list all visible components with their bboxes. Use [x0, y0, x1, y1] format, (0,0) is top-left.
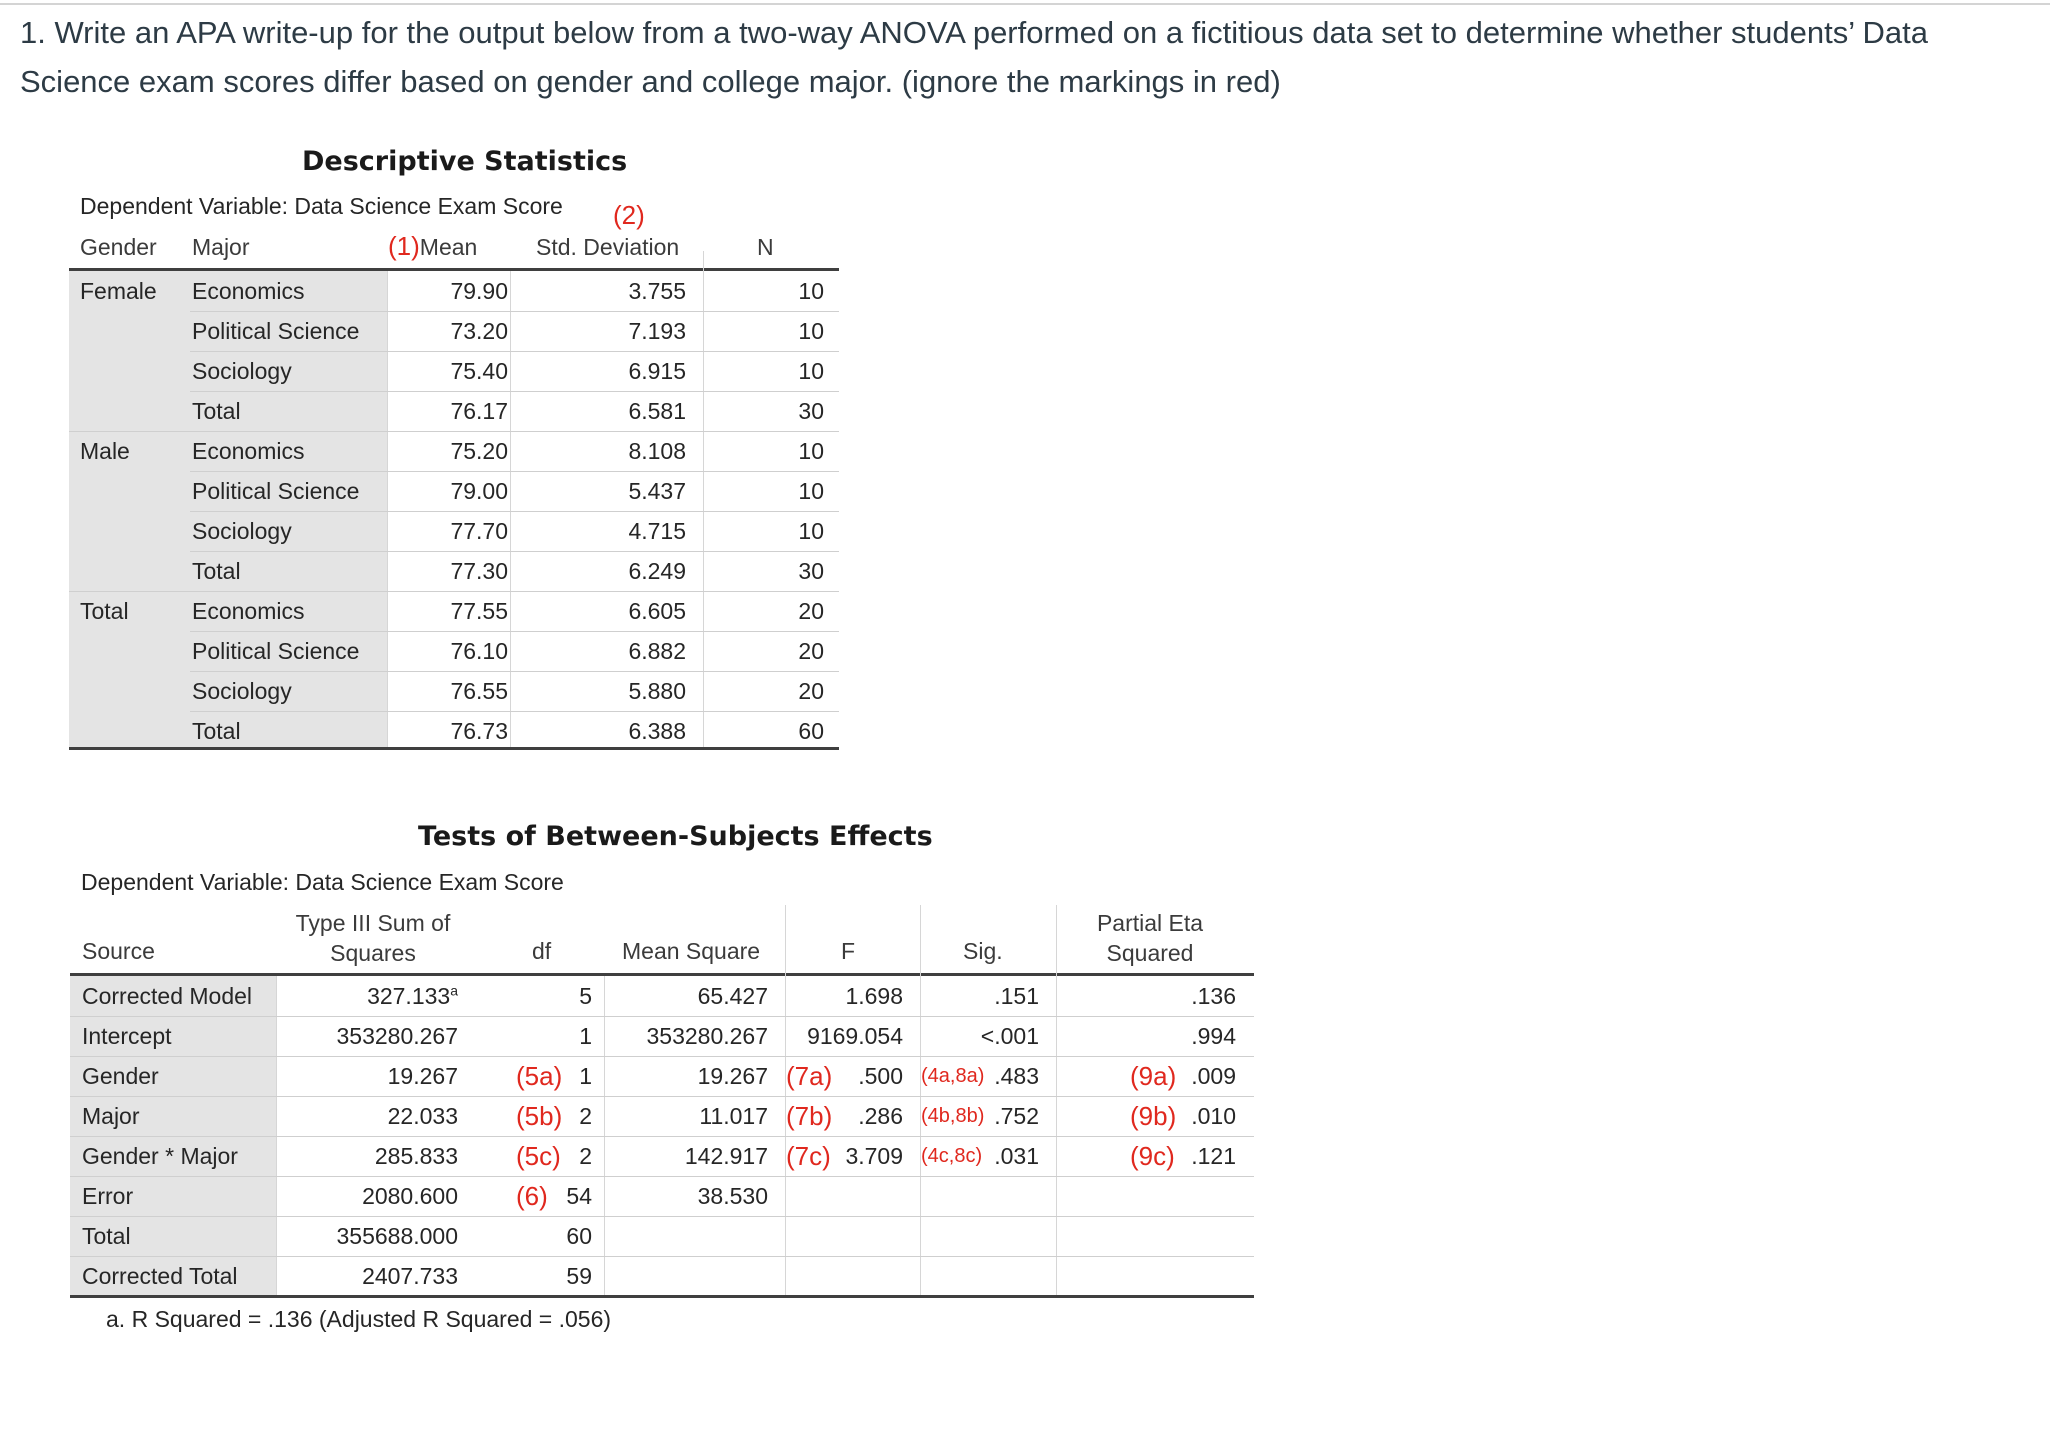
df-value: 2	[579, 1143, 592, 1169]
annotation-df: (5c)	[516, 1141, 561, 1171]
n-value: 10	[798, 318, 824, 344]
df-value: 1	[579, 1063, 592, 1089]
header-gender: Gender	[80, 234, 157, 260]
major-label: Political Science	[192, 318, 360, 344]
annotation-eta: (9c)	[1130, 1141, 1175, 1171]
major-label: Sociology	[192, 518, 292, 544]
mean-value: 75.40	[450, 358, 508, 384]
mean-value: 79.90	[450, 278, 508, 304]
annotation-f: (7b)	[786, 1101, 833, 1131]
sum-of-squares-value: 355688.000	[336, 1223, 458, 1249]
annotation-eta: (9a)	[1130, 1061, 1177, 1091]
partial-eta-value: .121	[1191, 1143, 1236, 1169]
header-std-deviation: Std. Deviation	[536, 234, 680, 260]
source-label: Total	[82, 1223, 131, 1249]
gender-label: Female	[80, 278, 157, 304]
annotation-df: (6)	[516, 1181, 548, 1211]
n-value: 20	[798, 678, 824, 704]
annotation-sig: (4c,8c)	[921, 1145, 983, 1167]
sum-of-squares-value: 327.133$^a$	[367, 982, 458, 1009]
annotation-sig: (4a,8a)	[921, 1065, 985, 1087]
source-label: Error	[82, 1183, 134, 1209]
mean-value: 77.55	[450, 598, 508, 624]
f-value: .286	[858, 1103, 903, 1129]
mean-square-value: 11.017	[699, 1103, 768, 1129]
annotation-f: (7c)	[786, 1141, 831, 1171]
anova-dependent-variable: Dependent Variable: Data Science Exam Score	[81, 869, 564, 895]
f-value: 1.698	[845, 983, 903, 1009]
mean-value: 76.10	[450, 638, 508, 664]
sd-value: 6.915	[628, 358, 686, 384]
source-label: Corrected Model	[82, 983, 253, 1009]
annotation-sig: (4b,8b)	[921, 1105, 985, 1127]
header-major: Major	[192, 234, 250, 260]
f-value: 9169.054	[807, 1023, 903, 1049]
header-sum-of-squares: Type III Sum of Squares	[295, 910, 451, 966]
n-value: 60	[798, 718, 824, 744]
header-partial-eta-squared: Partial Eta Squared	[1096, 910, 1204, 966]
sum-of-squares-value: 353280.267	[336, 1023, 458, 1049]
sum-of-squares-value: 22.033	[387, 1103, 458, 1129]
annotation-df: (5a)	[516, 1061, 563, 1091]
major-label: Total	[192, 718, 241, 744]
major-label: Political Science	[192, 478, 360, 504]
sd-value: 8.108	[628, 438, 686, 464]
mean-square-value: 38.530	[697, 1183, 768, 1209]
anova-footnote: a. R Squared = .136 (Adjusted R Squared = .056)	[106, 1306, 612, 1332]
df-value: 54	[566, 1183, 592, 1209]
n-value: 10	[798, 478, 824, 504]
mean-value: 79.00	[450, 478, 508, 504]
mean-value: 76.73	[450, 718, 508, 744]
sig-value: .151	[994, 983, 1039, 1009]
mean-square-value: 142.917	[684, 1143, 768, 1169]
major-label: Total	[192, 398, 241, 424]
df-value: 59	[566, 1263, 592, 1289]
annotation-eta: (9b)	[1130, 1101, 1177, 1131]
n-value: 10	[798, 438, 824, 464]
n-value: 20	[798, 638, 824, 664]
n-value: 30	[798, 558, 824, 584]
sum-of-squares-value: 2080.600	[362, 1183, 458, 1209]
sum-of-squares-value: 285.833	[374, 1143, 458, 1169]
partial-eta-value	[1056, 1256, 1236, 1296]
partial-eta-value: .009	[1191, 1063, 1236, 1089]
f-value	[785, 1256, 903, 1296]
descriptive-title: Descriptive Statistics	[302, 146, 628, 177]
n-value: 10	[798, 358, 824, 384]
f-value	[785, 1216, 903, 1256]
header-sig: Sig.	[963, 938, 1003, 964]
mean-value: 77.70	[450, 518, 508, 544]
source-label: Corrected Total	[82, 1263, 238, 1289]
source-label: Major	[82, 1103, 140, 1129]
gender-label: Total	[80, 598, 129, 624]
mean-square-value	[604, 1216, 768, 1256]
sum-of-squares-value: 19.267	[387, 1063, 458, 1089]
partial-eta-value: .010	[1191, 1103, 1236, 1129]
major-label: Total	[192, 558, 241, 584]
major-label: Economics	[192, 598, 305, 624]
f-value: .500	[858, 1063, 903, 1089]
sig-value	[920, 1176, 1039, 1216]
anova-title: Tests of Between-Subjects Effects	[418, 821, 933, 852]
n-value: 10	[798, 278, 824, 304]
major-label: Political Science	[192, 638, 360, 664]
annotation-f: (7a)	[786, 1061, 833, 1091]
top-divider	[0, 3, 2050, 5]
mean-value: 76.55	[450, 678, 508, 704]
major-label: Sociology	[192, 678, 292, 704]
sd-value: 6.882	[628, 638, 686, 664]
mean-square-value	[604, 1256, 768, 1296]
df-value: 1	[579, 1023, 592, 1049]
header-source: Source	[82, 938, 155, 964]
partial-eta-value: .994	[1191, 1023, 1236, 1049]
f-value	[785, 1176, 903, 1216]
sd-value: 6.605	[628, 598, 686, 624]
sd-value: 5.880	[628, 678, 686, 704]
mean-square-value: 353280.267	[646, 1023, 768, 1049]
header-n: N	[757, 234, 774, 260]
n-value: 10	[798, 518, 824, 544]
header-mean-square: Mean Square	[622, 938, 761, 964]
sum-of-squares-value: 2407.733	[362, 1263, 458, 1289]
n-value: 20	[798, 598, 824, 624]
mean-square-value: 19.267	[697, 1063, 768, 1089]
df-value: 60	[566, 1223, 592, 1249]
descriptive-dependent-variable: Dependent Variable: Data Science Exam Score	[80, 193, 563, 219]
mean-value: 73.20	[450, 318, 508, 344]
partial-eta-value	[1056, 1216, 1236, 1256]
sd-value: 5.437	[628, 478, 686, 504]
n-value: 30	[798, 398, 824, 424]
question-text: 1. Write an APA write-up for the output below from a two-way ANOVA performed on a fictitious data set to determine whether students’ Data Science exam scores differ based on gender and college major. (ignore the markings in red)	[20, 15, 1929, 99]
major-label: Economics	[192, 278, 305, 304]
mean-value: 77.30	[450, 558, 508, 584]
sig-value	[920, 1216, 1039, 1256]
gender-label: Male	[80, 438, 130, 464]
source-label: Intercept	[82, 1023, 172, 1049]
major-label: Sociology	[192, 358, 292, 384]
sd-value: 7.193	[628, 318, 686, 344]
mean-square-value: 65.427	[697, 983, 768, 1009]
mean-value: 75.20	[450, 438, 508, 464]
annotation-1: (1)	[388, 231, 420, 261]
header-f: F	[841, 938, 856, 964]
sig-value: .752	[994, 1103, 1039, 1129]
header-mean: (1)Mean	[388, 231, 478, 261]
mean-value: 76.17	[450, 398, 508, 424]
df-value: 5	[579, 983, 592, 1009]
sd-value: 6.249	[628, 558, 686, 584]
sd-value: 4.715	[628, 518, 686, 544]
header-df: df	[532, 938, 552, 964]
major-label: Economics	[192, 438, 305, 464]
sig-value	[920, 1256, 1039, 1296]
partial-eta-value	[1056, 1176, 1236, 1216]
annotation-2: (2)	[613, 200, 645, 230]
f-value: 3.709	[845, 1143, 903, 1169]
partial-eta-value: .136	[1191, 983, 1236, 1009]
sig-value: .483	[994, 1063, 1039, 1089]
source-label: Gender * Major	[82, 1143, 238, 1169]
df-value: 2	[579, 1103, 592, 1129]
sd-value: 6.581	[628, 398, 686, 424]
sig-value: <.001	[980, 1023, 1039, 1049]
annotation-df: (5b)	[516, 1101, 563, 1131]
sig-value: .031	[994, 1143, 1039, 1169]
sd-value: 3.755	[628, 278, 686, 304]
sd-value: 6.388	[628, 718, 686, 744]
source-label: Gender	[82, 1063, 159, 1089]
